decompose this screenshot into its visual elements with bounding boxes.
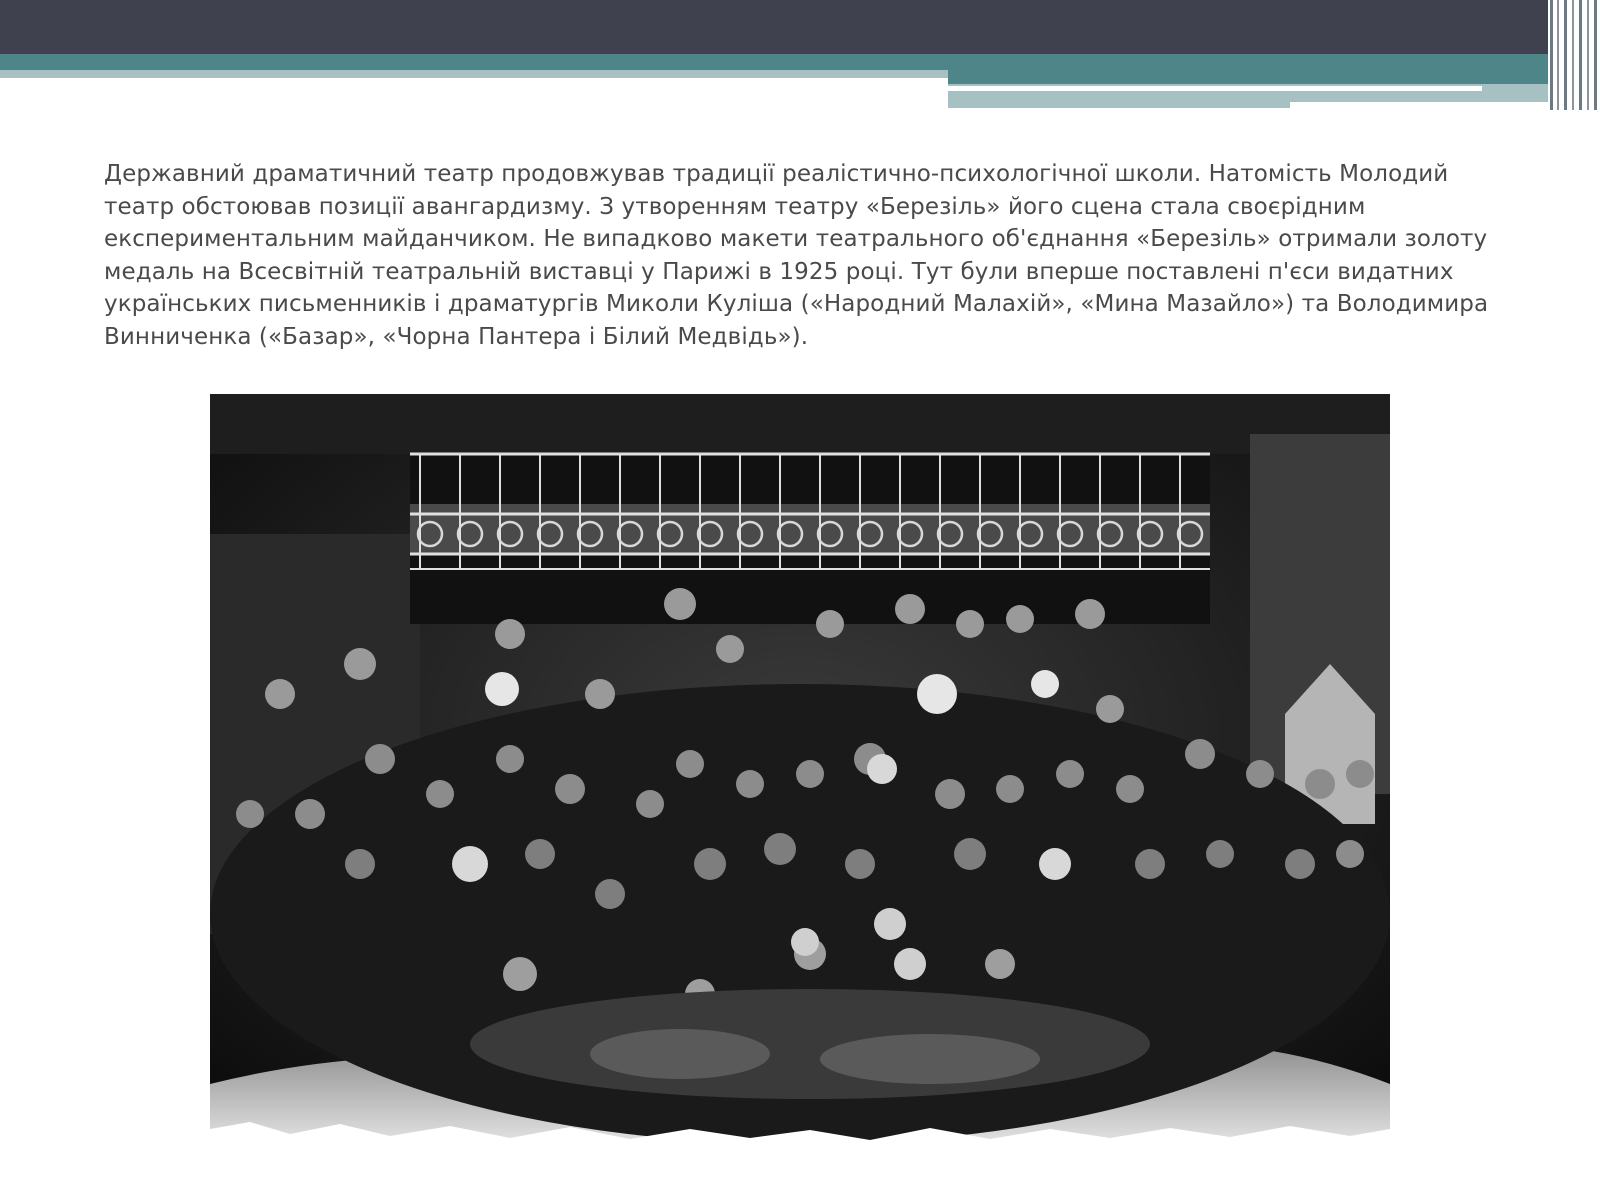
stripe (1579, 0, 1582, 110)
stripe (1564, 0, 1567, 110)
header-vertical-stripes (1548, 0, 1600, 110)
body-paragraph: Державний драматичний театр продовжував традиції реалістично-психологічної школи. Натомість Молодий театр обстоював позиції авангардизму. З утворенням театру «Березіль» його сцена стала своєрідним експериментальним майданчиком. Не випадково макети театрального об'єднання «Березіль» отримали золоту медаль на Всесвітній театральній виставці у Парижі в 1925 році. Тут були вперше поставлені п'єси видатних українських письменників і драматургів Миколи Куліша («Народний Малахій», «Мина Мазайло») та Володимира Винниченка («Базар», «Чорна Пантера і Білий Медвідь»). (104, 161, 1489, 350)
header-teal-band-right (948, 70, 1600, 84)
group-photo (210, 394, 1390, 1150)
header-white-line (948, 86, 1482, 91)
header-teal-band (0, 54, 1600, 70)
photo-image (210, 394, 1390, 1150)
header-dark-band (0, 0, 1600, 54)
stripe (1587, 0, 1589, 110)
header-light-band-left (0, 70, 948, 78)
stripe (1572, 0, 1574, 110)
stripe (1557, 0, 1559, 110)
stripe (1550, 0, 1553, 110)
stripe (1594, 0, 1597, 110)
grille (410, 454, 1210, 624)
